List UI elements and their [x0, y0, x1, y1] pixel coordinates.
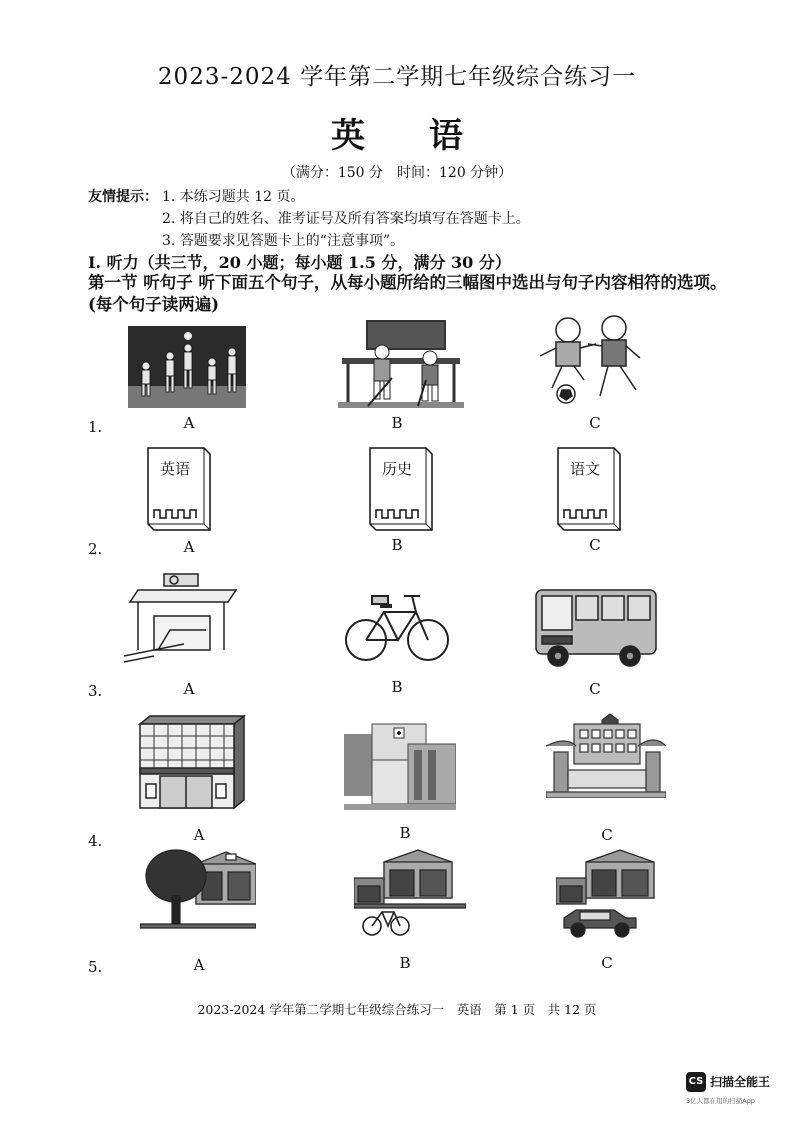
- question-number-4: 4.: [88, 832, 103, 850]
- tip-item-2: 2. 将自己的姓名、准考证号及所有答案均填写在答题卡上。: [162, 211, 530, 227]
- q4-option-b-label: B: [399, 824, 411, 842]
- tips-label: 友情提示：: [88, 189, 158, 205]
- tip-item-1: 1. 本练习题共 12 页。: [162, 189, 305, 205]
- question-number-3: 3.: [88, 682, 103, 700]
- book-label-history: 历史: [381, 460, 412, 478]
- q4-option-a-image: [136, 714, 248, 814]
- q5-option-a-label: A: [193, 956, 205, 974]
- q1-option-c-label: C: [589, 414, 601, 432]
- score-info: （满分：150 分 时间：120 分钟）: [281, 165, 513, 181]
- q1-option-c-image: [530, 314, 660, 410]
- camscanner-logo-icon: CS: [686, 1072, 706, 1092]
- tip-item-3: 3. 答题要求见答题卡上的“注意事项”。: [162, 233, 405, 249]
- tree-beside-shop-picture: [140, 848, 256, 932]
- section-heading: I. 听力（共三节，20 小题；每小题 1.5 分，满分 30 分）: [88, 253, 511, 272]
- q1-option-a-label: A: [183, 414, 195, 432]
- question-number-2: 2.: [88, 540, 103, 558]
- school-gate-picture: [546, 712, 666, 798]
- q5-option-b-image: [354, 848, 466, 942]
- q2-option-a-image: [146, 446, 212, 532]
- subject-title: 英 语: [331, 116, 489, 156]
- q5-option-b-label: B: [399, 954, 411, 972]
- car-near-shop-picture: [556, 848, 668, 940]
- q5-option-c-image: [556, 848, 668, 944]
- question-number-5: 5.: [88, 958, 103, 976]
- bicycle-near-shop-picture: [354, 848, 466, 938]
- q1-option-b-image: [338, 318, 464, 412]
- hospital-picture: [344, 718, 456, 810]
- question-number-1: 1.: [88, 418, 103, 436]
- basketball-game-picture: [128, 326, 246, 408]
- q2-option-b-image: [368, 446, 434, 532]
- book-label-english: 英语: [159, 460, 190, 478]
- subway-entrance-picture: [124, 572, 244, 664]
- boys-playing-football-picture: [530, 314, 660, 406]
- q4-option-c-image: [546, 712, 666, 802]
- office-building-picture: [136, 714, 248, 810]
- q1-option-b-label: B: [391, 414, 403, 432]
- classroom-cleaning-picture: [338, 318, 464, 408]
- bus-picture: [532, 586, 662, 670]
- q2-option-c-label: C: [589, 536, 601, 554]
- q2-option-c-image: [556, 446, 622, 532]
- q4-option-a-label: A: [193, 826, 205, 844]
- exam-title: 2023-2024 学年第二学期七年级综合练习一: [157, 64, 637, 90]
- scanner-tagline: 3亿人都在用的扫描App: [686, 1097, 755, 1105]
- q3-option-c-image: [532, 586, 662, 674]
- q3-option-a-image: [124, 572, 244, 668]
- q1-option-a-image: [128, 326, 246, 412]
- q2-option-b-label: B: [391, 536, 403, 554]
- bicycle-picture: [344, 588, 450, 664]
- part-instruction: 第一节 听句子 听下面五个句子，从每小题所给的三幅图中选出与句子内容相符的选项。(每个句子读两遍): [88, 273, 727, 314]
- q5-option-a-image: [140, 848, 256, 936]
- q4-option-b-image: [344, 718, 456, 814]
- q3-option-b-label: B: [391, 678, 403, 696]
- q3-option-c-label: C: [589, 680, 601, 698]
- scanner-app-name: 扫描全能王: [710, 1075, 771, 1089]
- page-footer: 2023-2024 学年第二学期七年级综合练习一 英语 第 1 页 共 12 页: [197, 1002, 597, 1017]
- q4-option-c-label: C: [601, 826, 613, 844]
- q3-option-a-label: A: [183, 680, 195, 698]
- q3-option-b-image: [344, 588, 450, 668]
- q5-option-c-label: C: [601, 954, 613, 972]
- book-label-chinese: 语文: [569, 460, 600, 478]
- q2-option-a-label: A: [183, 538, 195, 556]
